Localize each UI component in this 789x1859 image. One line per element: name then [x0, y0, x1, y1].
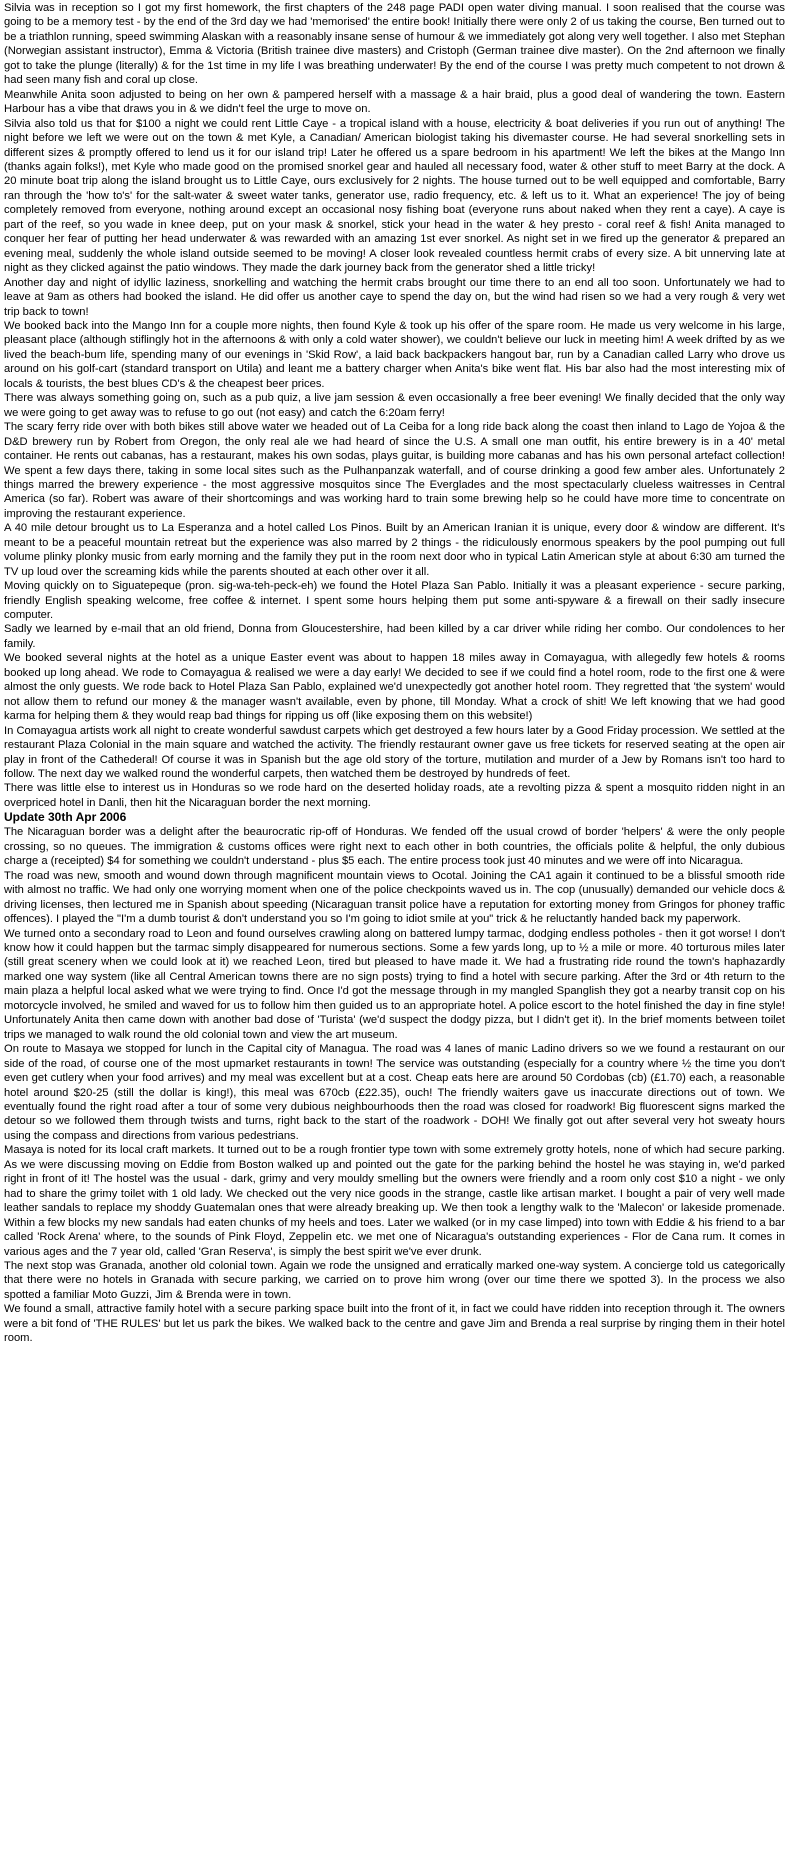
journal-paragraph: A 40 mile detour brought us to La Esperanza and a hotel called Los Pinos. Built by an American Iranian it is unique, every door & window are different. It's meant to be a peaceful mountain retreat but the experience was also marred by 2 things - the ridiculously enormous speakers by the pool pumping out full volume plinky plonky music from early morning and the family they put in the room next door who in typical Latin American style at about 6:30 am turned the TV up loud over the screaming kids while the parents shouted at each other over it all.: [4, 522, 785, 578]
journal-paragraph: Silvia was in reception so I got my first homework, the first chapters of the 248 page PADI open water diving manual. I soon realised that the course was going to be a memory test - by the end of the 3rd day we had 'memorised' the entire book! Initially there were only 2 of us taking the course, Ben turned out to be a triathlon running, speed swimming Alaskan with a reasonably insane sense of humour & we immediately got along very well together. I also met Stephan (Norwegian assistant instructor), Emma & Victoria (British trainee dive masters) and Cristoph (German trainee dive master). On the 2nd afternoon we finally got to take the plunge (literally) & for the 1st time in my life I was breathing underwater! By the end of the course I was pretty much competent to not drown & had seen many fish and coral up close.: [4, 2, 785, 87]
journal-paragraph: There was little else to interest us in Honduras so we rode hard on the deserted holiday roads, ate a revolting pizza & spent a mosquito ridden night in an overpriced hotel in Danli, then hit the Nicaraguan border the next morning.: [4, 782, 785, 809]
journal-paragraph: We turned onto a secondary road to Leon and found ourselves crawling along on battered lumpy tarmac, dodging endless potholes - then it got worse! I don't know how it could happen but the tarmac simply disappeared for numerous sections. Some a few yards long, up to ½ a mile or more. 40 torturous miles later (still great scenery when we could look at it) we reached Leon, tired but pleased to have made it. We had a frustrating ride round the town's haphazardly marked one way system (like all Central American towns there are no sign posts) trying to find a hotel with secure parking. After the 3rd or 4th return to the main plaza a helpful local asked what we were trying to find. Once I'd got the message through in my mangled Spanglish they got a nearby transit cop on his motorcycle involved, he smiled and waved for us to follow him then guided us to an appropriate hotel. A police escort to the hotel finished the day in fine style! Unfortunately Anita then came down with another bad dose of 'Turista' (we'd suspect the dodgy pizza, but I didn't get it). In the brief moments between toilet trips we managed to walk round the old colonial town and view the art museum.: [4, 927, 785, 1041]
journal-paragraph: The next stop was Granada, another old colonial town. Again we rode the unsigned and erratically marked one-way system. A concierge told us categorically that there were no hotels in Granada with secure parking, we carried on to prove him wrong (over our time there we spotted 3). In the process we also spotted a familiar Moto Guzzi, Jim & Brenda were in town.: [4, 1259, 785, 1301]
journal-paragraph: On route to Masaya we stopped for lunch in the Capital city of Managua. The road was 4 lanes of manic Ladino drivers so we we found a restaurant on our side of the road, of course one of the most upmarket restaurants in town! The service was outstanding (especially for a country where ½ the time you don't even get cutlery when your food arrives) and my meal was excellent but at a cost. Cheap eats here are around 50 Cordobas (cb) (£1.70) each, a reasonable hotel around $20-25 (still the dollar is king!), this meal was 670cb (£22.35), ouch! The friendly waiters gave us inaccurate directions out of town. We eventually found the right road after a tour of some very dubious neighbourhoods then the road was closed for roadwork! Big fluorescent signs marked the detour so we followed them through twists and turns, right back to the start of the roadwork - DOH! We finally got out after several very hot sweaty hours using the compass and directions from various pedestrians.: [4, 1043, 785, 1142]
journal-paragraph: The Nicaraguan border was a delight after the beaurocratic rip-off of Honduras. We fended off the usual crowd of border 'helpers' & were the only people crossing, so no queues. The immigration & customs offices were right next to each other in both countries, the officials polite & helpful, the only dubious charge a (receipted) $4 for something we couldn't understand - plus $5 each. The entire process took just 40 minutes and we were off into Nicaragua.: [4, 826, 785, 868]
journal-paragraph: We booked back into the Mango Inn for a couple more nights, then found Kyle & took up his offer of the spare room. He made us very welcome in his large, pleasant place (although stiflingly hot in the afternoons & with only a cold water shower), we couldn't believe our luck in meeting him! A week drifted by as we lived the beach-bum life, spending many of our evenings in 'Skid Row', a laid back backpackers hangout bar, run by a Canadian called Larry who drove us around on his golf-cart (standard transport on Utila) and leant me a battery charger when Anita's bike went flat. His bar also had the most interesting mix of locals & tourists, the best blues CD's & the cheapest beer prices.: [4, 319, 785, 390]
journal-paragraph: The scary ferry ride over with both bikes still above water we headed out of La Ceiba for a long ride back along the coast then inland to Lago de Yojoa & the D&D brewery run by Robert from Oregon, the only real ale we had heard of since the U.S. A small one man outfit, his entire brewery is in a 40' metal container. He rents out cabanas, has a restaurant, makes his own sodas, plays guitar, is building more cabanas and has his own personal artefact collection! We spent a few days there, taking in some local sites such as the Pulhanpanzak waterfall, and of course drinking a good few amber ales. Unfortunately 2 things marred the brewery experience - the most aggressive mosquitos since The Everglades and the most spectacularly clueless waitresses in Central America (so far). Robert was aware of their shortcomings and was working hard to train some brewing help so he could have more time to concentrate on improving the restaurant experience.: [4, 421, 785, 520]
journal-paragraph: Masaya is noted for its local craft markets. It turned out to be a rough frontier type town with some extremely grotty hotels, none of which had secure parking. As we were discussing moving on Eddie from Boston walked up and pointed out the gate for the parking behind the hostel he was staying in, we'd parked right in front of it! The hostel was the usual - dark, grimy and very mouldy smelling but the owners were friendly and a room only cost $10 a night - we only had to share the grimy toilet with 1 old lady. We checked out the very nice goods in the strange, castle like artisan market. I bought a pair of very well made leather sandals to replace my shoddy Guatemalan ones that were already breaking up. We then took a lengthy walk to the 'Malecon' or lakeside promenade. Within a few blocks my new sandals had eaten chunks of my heels and toes. Later we walked (or in my case limped) into town with Eddie & his friend to a bar called 'Rock Arena' where, to the sounds of Pink Floyd, Zeppelin etc. we met one of Nicaragua's outstanding experiences - Flor de Cana rum. It comes in various ages and the 7 year old, called 'Gran Reserva', is simply the best spirit we've ever drunk.: [4, 1144, 785, 1258]
update-heading: Update 30th Apr 2006: [4, 810, 127, 825]
journal-paragraph: We booked several nights at the hotel as a unique Easter event was about to happen 18 miles away in Comayagua, with allegedly few hotels & rooms booked up long ahead. We rode to Comayagua & realised we were a day early! We decided to see if we could find a hotel room, rode to the first one & were almost the only guests. We rode back to Hotel Plaza San Pablo, explained we'd unexpectedly got another hotel room. They regretted that 'the system' would not allow them to refund our money & the manager wasn't available, even by phone, till Monday. What a crock of shit! We left knowing that we had good karma for helping them & they would reap bad things for ripping us off (like exposing them on this website!): [4, 652, 785, 723]
journal-paragraph: Another day and night of idyllic laziness, snorkelling and watching the hermit crabs brought our time there to an end all too soon. Unfortunately we had to leave at 9am as others had booked the island. He did offer us another caye to spend the day on, but the wind had risen so we had a very rough & very wet trip back to town!: [4, 276, 785, 318]
journal-paragraph: Sadly we learned by e-mail that an old friend, Donna from Gloucestershire, had been killed by a car driver while riding her combo. Our condolences to her family.: [4, 623, 785, 650]
journal-paragraph: Meanwhile Anita soon adjusted to being on her own & pampered herself with a massage & a hair braid, plus a good deal of wandering the town. Eastern Harbour has a vibe that draws you in & we didn't feel the urge to move on.: [4, 88, 785, 116]
journal-paragraph: There was always something going on, such as a pub quiz, a live jam session & even occasionally a free beer evening! We finally decided that the only way we were going to get away was to refuse to go out (not easy) and catch the 6:20am ferry!: [4, 392, 785, 419]
journal-paragraph: The road was new, smooth and wound down through magnificent mountain views to Ocotal. Joining the CA1 again it continued to be a blissful smooth ride with almost no traffic. We had only one worrying moment when one of the police checkpoints waved us in. The cop (unusually) demanded our vehicle docs & driving licenses, then lectured me in Spanish about speeding (Nicaraguan transit police have a reputation for extorting money from Gringos for phoney traffic offences). I played the "I'm a dumb tourist & don't understand you so I'm going to idiot smile at you" trick & he reluctantly handed back my paperwork.: [4, 869, 785, 926]
journal-paragraph: In Comayagua artists work all night to create wonderful sawdust carpets which get destroyed a few hours later by a Good Friday procession. We settled at the restaurant Plaza Colonial in the main square and watched the activity. The friendly restaurant owner gave us free tickets for reserved seating at the open air play in front of the Cathederal! Of course it was in Spanish but the age old story of the torture, mutilation and murder of a Jew by Romans isn't too hard to follow. The next day we walked round the wonderful carpets, then watched them be destroyed by hundreds of feet.: [4, 724, 785, 781]
journal-paragraph: Moving quickly on to Siguatepeque (pron. sig-wa-teh-peck-eh) we found the Hotel Plaza San Pablo. Initially it was a pleasant experience - secure parking, friendly English speaking welcome, free coffee & internet. I spent some hours helping them put some anti-spyware & a firewall on their sadly insecure computer.: [4, 580, 785, 622]
journal-paragraph: Silvia also told us that for $100 a night we could rent Little Caye - a tropical island with a house, electricity & boat deliveries if you run out of anything! The night before we left we were out on the town & met Kyle, a Canadian/ American biologist taking his divemaster course. He had several snorkelling sets in different sizes & promptly offered to lend us it for our island trip! Later he offered us a spare bedroom in his apartment! We left the bikes at the Mango Inn (thanks again folks!), met Kyle who made good on the promised snorkel gear and hauled all necessary food, water & other stuff to meet Barry at the dock. A 20 minute boat trip along the island brought us to Little Caye, ours exclusively for 2 nights. The house turned out to be well equipped and comfortable, Barry ran through the 'how to's' for the salt-water & sweet water tanks, generator use, radio frequency, etc. & left us to it. What an experience! The joy of being completely removed from everyone, nothing around except an occasional nosy fishing boat (everyone runs about naked when they rent a caye). A caye is part of the reef, so you wade in knee deep, put on your mask & snorkel, stick your head in the water & hey presto - coral reef & fish! Anita managed to conquer her fear of putting her head underwater & was rewarded with an amazing 1st ever snorkel. As night set in we fired up the generator & prepared an evening meal, suddenly the whole island outside seemed to be moving! A closer look revealed countless hermit crabs of every size. A bit unnerving late at night as they clicked against the patio windows. They made the dark journey back from the generator shed a little tricky!: [4, 117, 785, 275]
journal-paragraph: We found a small, attractive family hotel with a secure parking space built into the front of it, in fact we could have ridden into reception through it. The owners were a bit fond of 'THE RULES' but let us park the bikes. We walked back to the centre and gave Jim and Brenda a real surprise by ringing them in their hotel room.: [4, 1303, 785, 1345]
